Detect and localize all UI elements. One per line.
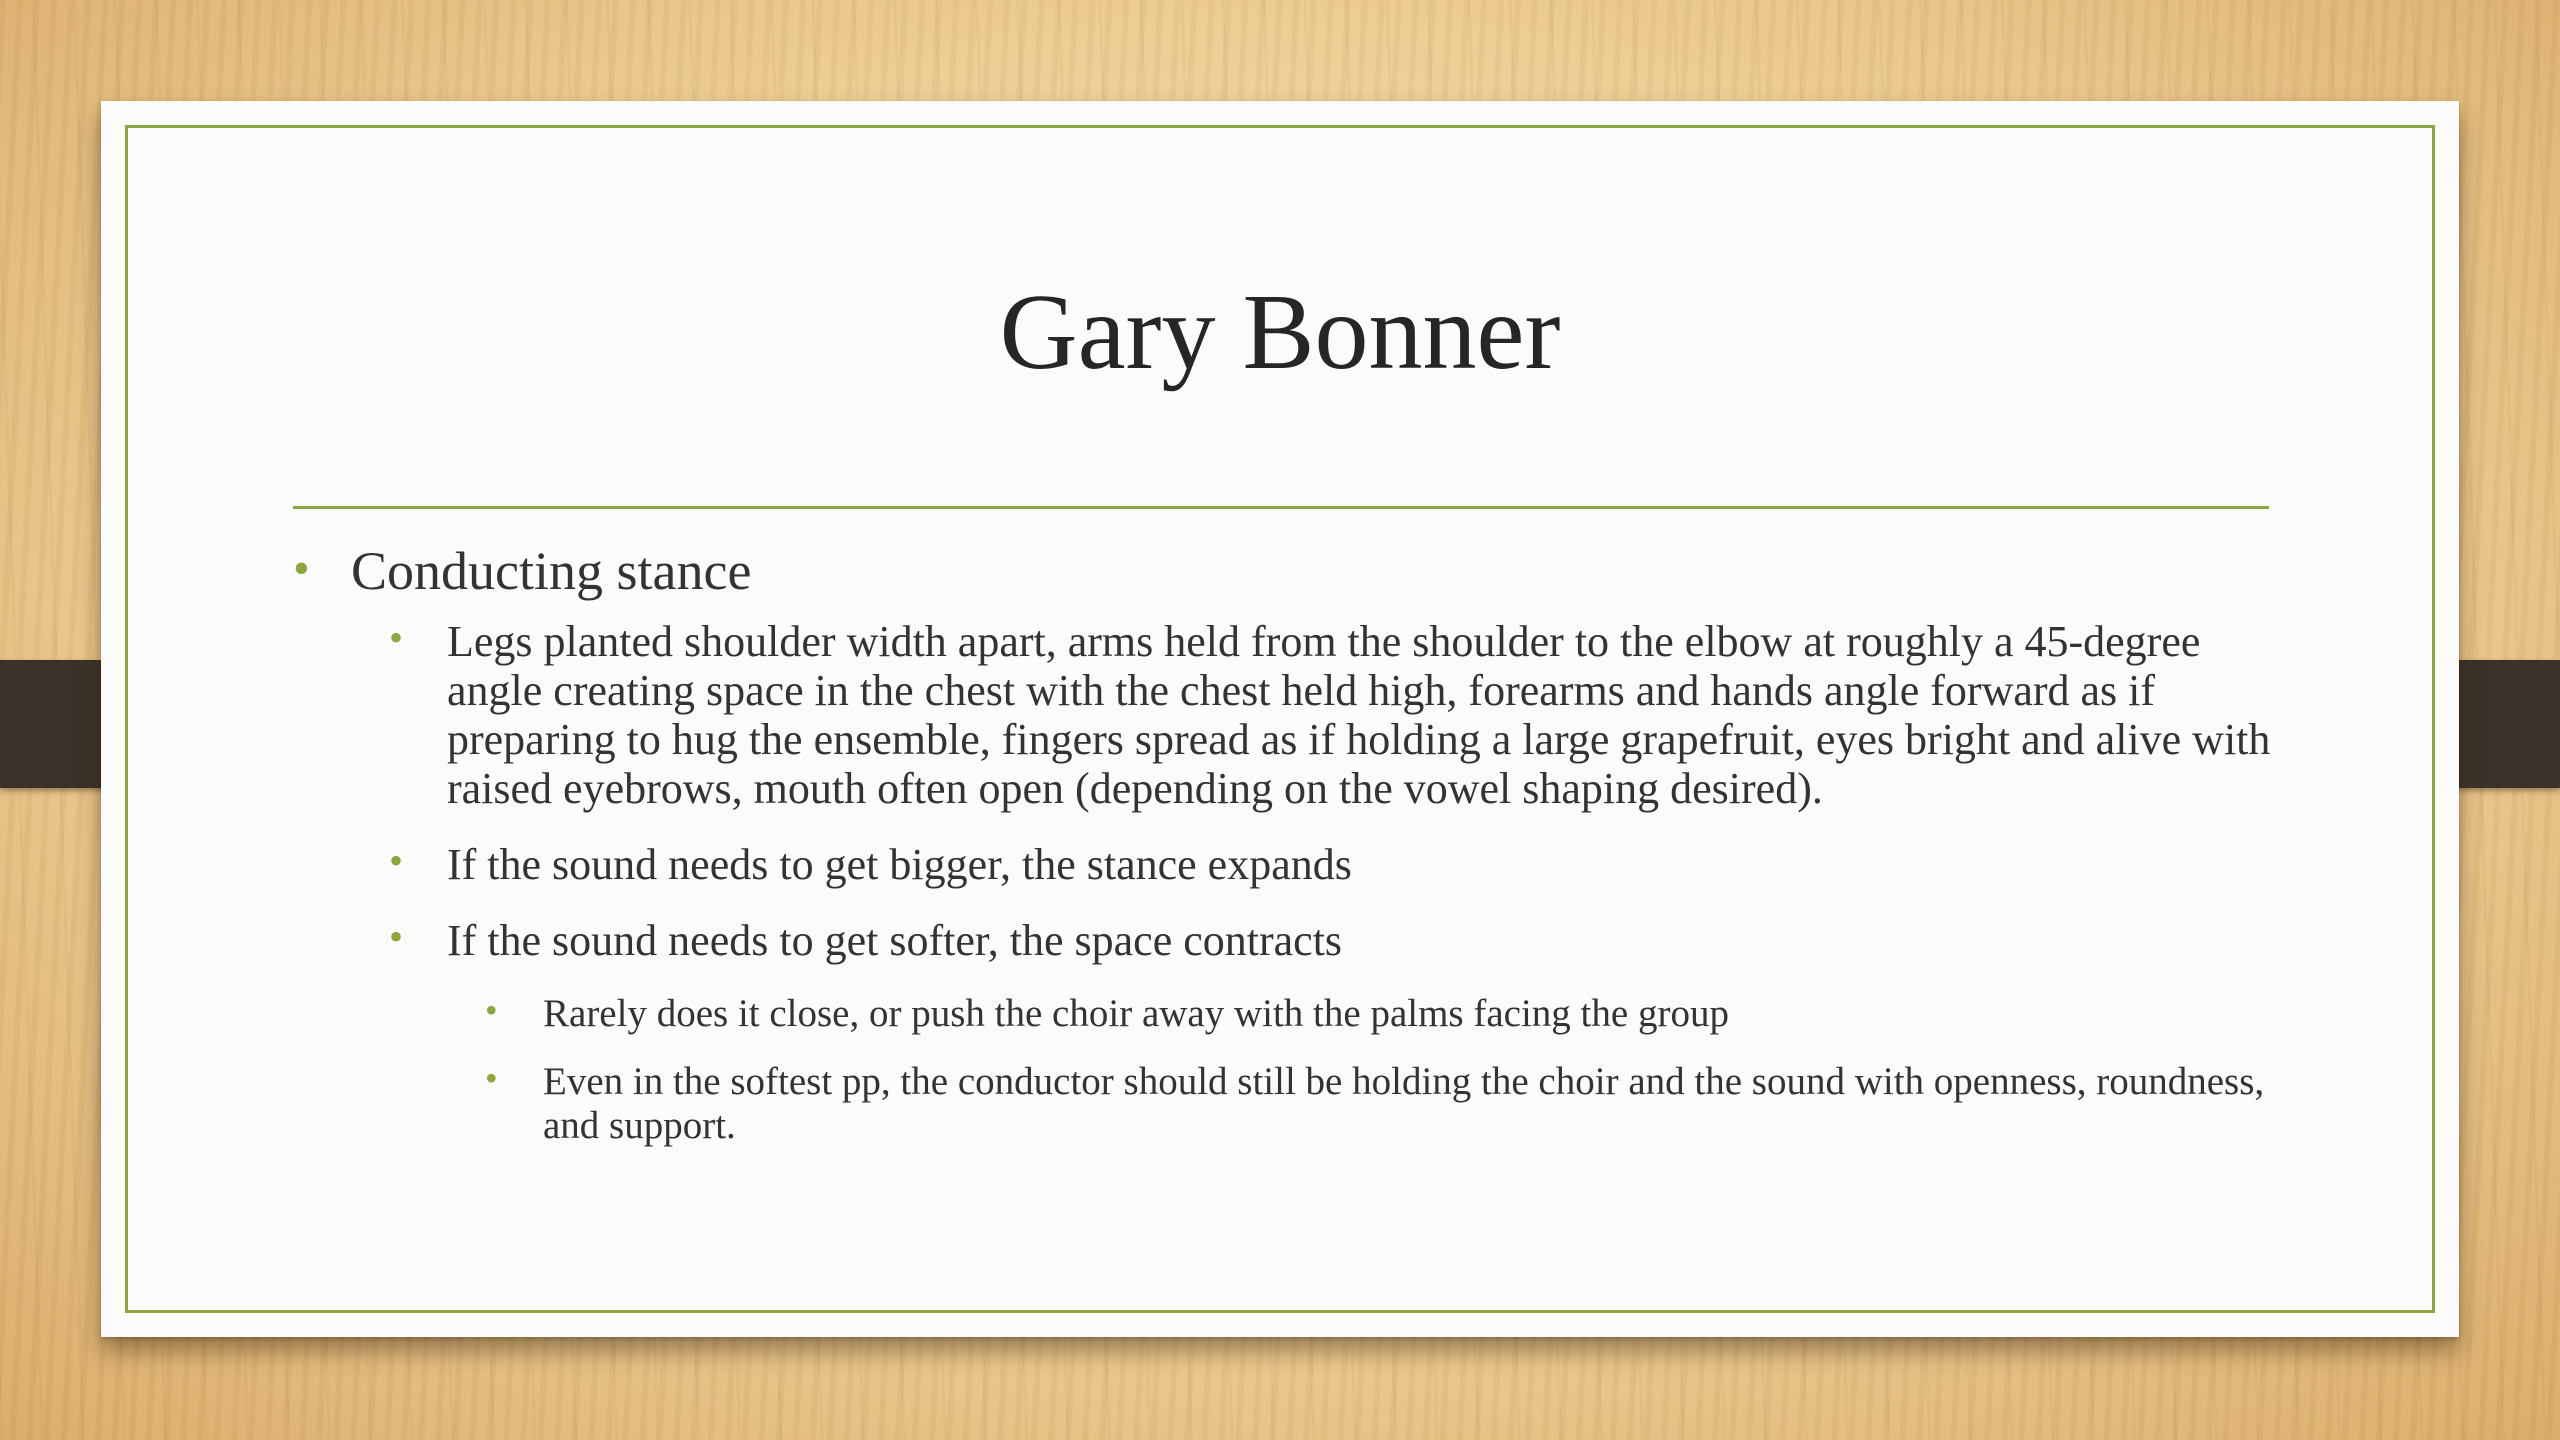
bullet-list <box>293 541 2293 1172</box>
bullet-item-level2 <box>389 617 2293 813</box>
bullet-item-level1 <box>293 541 2293 601</box>
bullet-dot-icon: • <box>389 838 404 883</box>
bullet-text: If the sound needs to get bigger, the stance expands <box>447 840 1352 889</box>
bullet-dot-icon: • <box>485 1058 498 1098</box>
bullet-text: Legs planted shoulder width apart, arms held from the shoulder to the elbow at roughly a 45-degree angle creating space in the chest with the chest held high, forearms and hands angle forward as if preparing to hug the ensemble, fingers spread as if holding a large grapefruit, eyes bright and alive with raised eyebrows, mouth often open (depending on the vowel shaping desired). <box>447 617 2271 813</box>
bullet-item-level2 <box>389 840 2293 889</box>
bullet-dot-icon: • <box>293 542 310 595</box>
bullet-dot-icon: • <box>389 615 404 660</box>
title-divider <box>293 506 2269 509</box>
slide-title: Gary Bonner <box>999 273 1561 392</box>
bullet-item-level3 <box>485 992 2293 1036</box>
bullet-dot-icon: • <box>389 914 404 959</box>
bullet-dot-icon: • <box>485 990 498 1030</box>
bullet-text: Rarely does it close, or push the choir away with the palms facing the group <box>543 992 1729 1035</box>
bullet-item-level2 <box>389 916 2293 965</box>
bullet-text: If the sound needs to get softer, the space contracts <box>447 916 1343 965</box>
slide <box>101 101 2459 1337</box>
bullet-item-level3 <box>485 1060 2293 1148</box>
bullet-text: Even in the softest pp, the conductor should still be holding the choir and the sound with openness, roundness, and support. <box>543 1060 2265 1147</box>
bullet-text: Conducting stance <box>351 541 752 601</box>
